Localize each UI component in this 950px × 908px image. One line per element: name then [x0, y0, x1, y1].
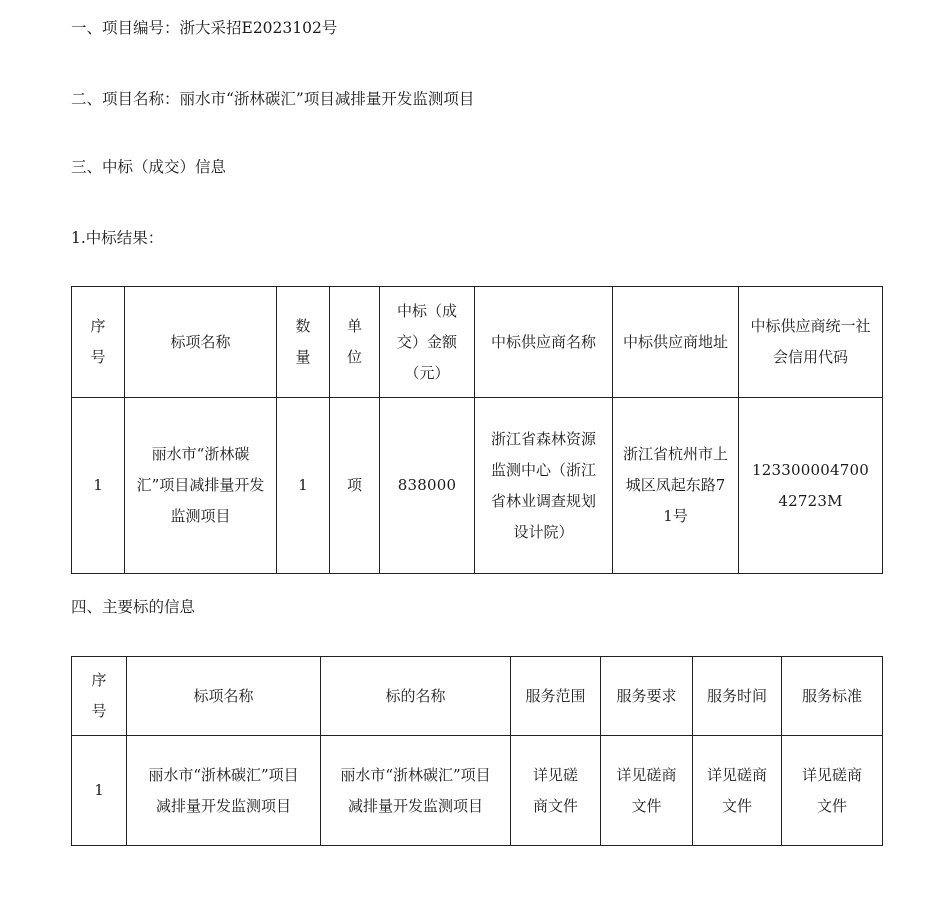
subject-info-table	[71, 656, 883, 846]
award-result-table	[71, 286, 883, 574]
table-row	[72, 398, 883, 574]
col-header-supplier-address: 中标供应商地址	[613, 287, 739, 398]
col-header-service-scope: 服务范围	[511, 657, 601, 736]
cell-supplier-name: 浙江省森林资源监测中心（浙江省林业调查规划设计院）	[475, 398, 613, 574]
cell-supplier-address: 浙江省杭州市上城区凤起东路71号	[613, 398, 739, 574]
award-info-heading: 三、中标（成交）信息	[71, 158, 227, 176]
col-header-lot-name: 标项名称	[125, 287, 277, 398]
col-header-unit: 单位	[330, 287, 380, 398]
table-row	[72, 736, 883, 846]
cell-credit-code: 12330000470042723M	[739, 398, 883, 574]
col-header-lot-name: 标项名称	[127, 657, 321, 736]
cell-quantity: 1	[277, 398, 330, 574]
col-header-subject-name: 标的名称	[321, 657, 511, 736]
col-header-amount: 中标（成交）金额（元）	[380, 287, 475, 398]
col-header-supplier-name: 中标供应商名称	[475, 287, 613, 398]
award-result-heading: 1.中标结果：	[71, 229, 164, 247]
cell-service-requirement: 详见磋商文件	[601, 736, 693, 846]
col-header-index: 序号	[72, 287, 125, 398]
cell-service-time: 详见磋商文件	[693, 736, 782, 846]
cell-lot-name: 丽水市“浙林碳汇”项目减排量开发监测项目	[127, 736, 321, 846]
table-header-row	[72, 287, 883, 398]
col-header-index: 序号	[72, 657, 127, 736]
table-header-row	[72, 657, 883, 736]
cell-service-standard: 详见磋商文件	[782, 736, 883, 846]
cell-unit: 项	[330, 398, 380, 574]
project-number: 一、项目编号：浙大采招E2023102号	[71, 19, 338, 37]
cell-subject-name: 丽水市“浙林碳汇”项目减排量开发监测项目	[321, 736, 511, 846]
col-header-quantity: 数量	[277, 287, 330, 398]
col-header-service-requirement: 服务要求	[601, 657, 693, 736]
cell-amount: 838000	[380, 398, 475, 574]
cell-index: 1	[72, 736, 127, 846]
cell-service-scope: 详见磋商文件	[511, 736, 601, 846]
project-name: 二、项目名称：丽水市“浙林碳汇”项目减排量开发监测项目	[71, 90, 475, 108]
cell-index: 1	[72, 398, 125, 574]
cell-lot-name: 丽水市“浙林碳汇”项目减排量开发监测项目	[125, 398, 277, 574]
subject-info-heading: 四、主要标的信息	[71, 598, 196, 616]
col-header-service-time: 服务时间	[693, 657, 782, 736]
col-header-credit-code: 中标供应商统一社会信用代码	[739, 287, 883, 398]
col-header-service-standard: 服务标准	[782, 657, 883, 736]
